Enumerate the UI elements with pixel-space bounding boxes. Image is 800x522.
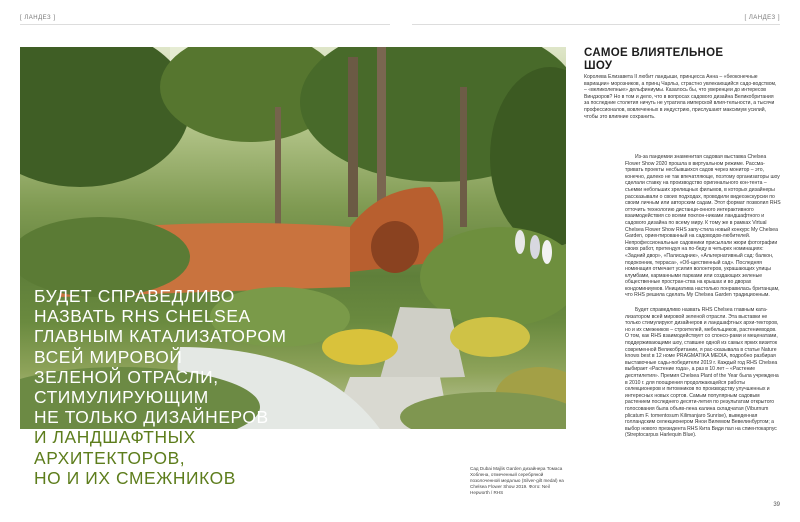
pull-quote-line: НО И ИХ СМЕЖНИКОВ	[34, 467, 237, 488]
article-title-line-2: ШОУ	[584, 59, 613, 72]
section-label-left: [ ЛАНДЕЗ ]	[20, 15, 56, 21]
article-lead: Королева Елизавета II любит ландыши, принцесса Анна – «беоконечные вариации» морозников, а принц Чарльз, страстно увлекающийся садо-водством, – «великолепные» дельфиниумы. Казалось бы, что уверенцеи до интересов Виндзоров? Но в том и дело, что в вопросах садового дизайна Великобритания за последние столетия ничуть не утратила имперской влия-тельности, а тысячи профессионалов, вовлеченных в индустрию, прислушают максимум усилий, чтобы это влияние сохранить.	[584, 74, 777, 120]
pull-quote-line: СТИМУЛИРУЮЩИМ	[34, 387, 209, 408]
header-divider-left	[20, 24, 390, 25]
pull-quote-line: ГЛАВНЫМ КАТАЛИЗАТОРОМ	[34, 326, 287, 347]
article-title	[584, 47, 774, 72]
section-label-right: [ ЛАНДЕЗ ]	[744, 15, 780, 21]
pull-quote-line: НАЗВАТЬ RHS CHELSEA	[34, 306, 251, 327]
pull-quote-line: ВСЕЙ МИРОВОЙ	[34, 346, 183, 367]
pull-quote	[34, 286, 454, 488]
pull-quote-line: ЗЕЛЕНОЙ ОТРАСЛИ,	[34, 366, 219, 387]
page-number: 39	[773, 502, 780, 508]
pull-quote-line: НЕ ТОЛЬКО ДИЗАЙНЕРОВ	[34, 407, 269, 428]
article-paragraph-1: Из-за пандемии знаменитая садовая выставка Chelsea Flower Show 2020 прошла в виртуальном режиме. Рассма-тривать проекты несбывшихся садов через монитор – это, конечно, далеко не так впечатляюще, поэтому организаторы шоу сделали ставку на производство оригинального кон-тента – съемки небольших зрелищных фильмов, в которых дизайнеры рассказывали о своих подходах, проводили видеоэкскурсии по своим личным или авторским садам. Этот формат позволил RHS отточить технологию дистанци-онного интерактивного взаимодействия со всеми поклон-никами ландшафтного и садового дизайна по всему миру. К тому же в рамках Virtual Chelsea Flower Show RHS запу-стила новый конкурс My Chelsea Garden, ориентированный на садоводов-любителей. Непрофессиональные садовники присылали жюри фотографии своих работ, претендуя на по-беду в четырех номинациях: «Задний двор», «Палисадник», «Альтернативный сад: балкон, подоконник, терраса», «Об-щественный сад». Последняя номинация отмечает усилия волонтеров, украшающих улицы клумбами, карманными парками или создающих зеленые общественные простран-ства на крышах и во дворах кондоминиумов. Инициатива настолько понравилась британцам, что RHS решила сделать My Chelsea Garden традиционным.	[625, 154, 781, 299]
header-divider-right	[412, 24, 780, 25]
pull-quote-line: БУДЕТ СПРАВЕДЛИВО	[34, 286, 235, 306]
pull-quote-line: И ЛАНДШАФТНЫХ	[34, 427, 196, 448]
article-paragraph-2: Будет справедливо назвать RHS Chelsea главным ката-лизатором всей мировой зеленой отрасли. Эта выставки не только стимулируют дизайнеров и ландшафтных архи-текторов, но и их смежников – строителей, мебельщиков, растениеводов. О том, как RHS взаимодействует со спонсо-рами и меценатами, поддерживающими шоу, ставшее одной из самых ярких визиток современной Великобритании, я рас-сказывала в статье Nature knows best в 12 номе PRAGMATIKA MEDIA, подробно разбирая выставочные сады-победители 2019 г. Каждый год RHS Chelsea выбирает «Растение года», а раз в 10 лет – «Растение десятилетия». Премия Chelsea Plant of the Year была учреждена в 2010 г. для поощрения продолжающейся работы селекционеров и питомников по производству улучшенных и интересных новых сортов. Самым популярным садовым растением последнего десяти-летия по результатам открытого голосования была объяв-лена калина складчатая (Viburnum plicatum F. tomentosum Kilimanjaro Sunrise), выведенная голландским селекционером Янои Вилемом Вевелинбуртом; а выбор нового президента RHS Кита Види пал на спиентокарпус (Streptocarpus Harlequin Blue).	[625, 307, 779, 439]
photo-caption: Сад Dubai Majlis Garden дизайнера Томаса Хоблена, отмеченный серебряной позолоченной медалью (Silver-gilt medal) на Chelsea Flower Show 2019. Фото: Neil Hepworth / RHS	[470, 466, 564, 495]
pull-quote-line: АРХИТЕКТОРОВ,	[34, 447, 186, 468]
article-title-line-1: САМОЕ ВЛИЯТЕЛЬНОЕ	[584, 47, 724, 59]
